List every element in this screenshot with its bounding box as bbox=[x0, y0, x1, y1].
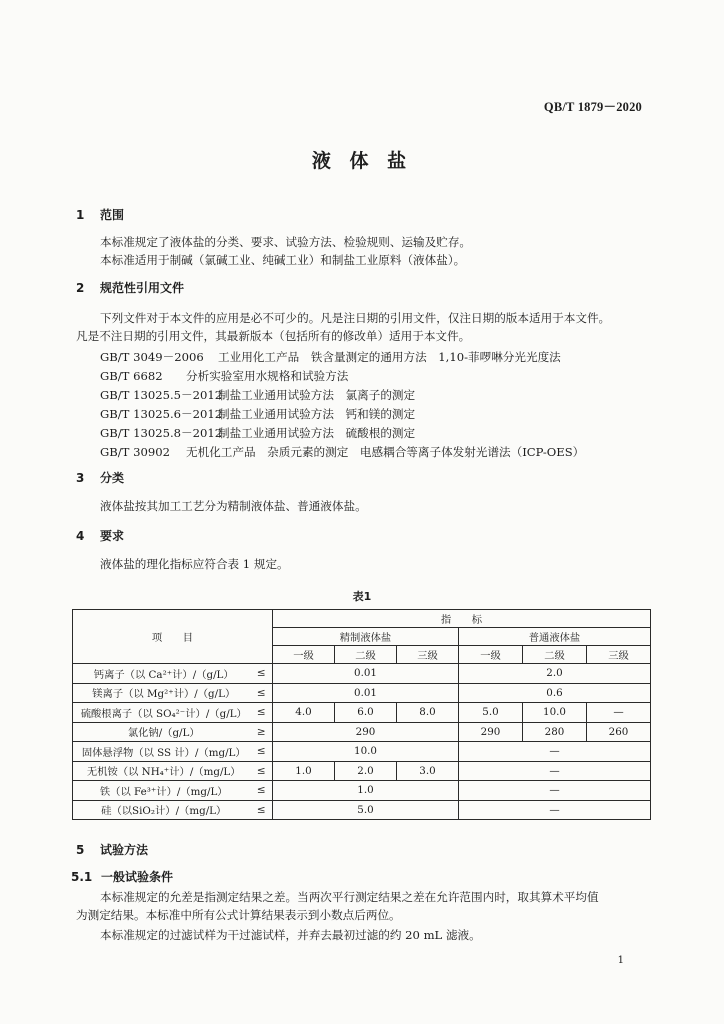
table-header-grade: 一级 bbox=[459, 646, 523, 664]
table-cell: 290 bbox=[459, 722, 523, 742]
table-cell: 0.6 bbox=[459, 683, 651, 703]
table-cell: — bbox=[459, 761, 651, 781]
table-header-grade: 一级 bbox=[273, 646, 335, 664]
section-5-1-para-1a: 本标准规定的允差是指测定结果之差。当两次平行测定结果之差在允许范围内时，取其算术平均值 bbox=[100, 890, 599, 904]
section-2-para-1a: 下列文件对于本文件的应用是必不可少的。凡是注日期的引用文件，仅注日期的版本适用于本文件。 bbox=[100, 311, 611, 325]
table-cell: ≤ bbox=[251, 800, 273, 820]
table-cell: 钙离子（以 Ca²⁺计）/（g/L） bbox=[73, 664, 251, 684]
table-cell: 6.0 bbox=[335, 703, 397, 723]
reference-item: GB/T 6682 分析实验室用水规格和试验方法 bbox=[100, 369, 349, 383]
document-title: 液 体 盐 bbox=[311, 150, 413, 172]
table-cell: 280 bbox=[523, 722, 587, 742]
table-row bbox=[73, 742, 651, 762]
table-cell: ≥ bbox=[251, 722, 273, 742]
table-cell: 2.0 bbox=[335, 761, 397, 781]
table-row bbox=[73, 683, 651, 703]
table-row bbox=[73, 800, 651, 820]
table-header-ordinary: 普通液体盐 bbox=[459, 628, 651, 646]
table-cell: ≤ bbox=[251, 781, 273, 801]
section-3-para: 液体盐按其加工工艺分为精制液体盐、普通液体盐。 bbox=[100, 499, 367, 513]
table-cell: 硫酸根离子（以 SO₄²⁻计）/（g/L） bbox=[73, 703, 251, 723]
section-2-heading: 2 规范性引用文件 bbox=[76, 281, 185, 295]
section-4-heading: 4 要求 bbox=[76, 529, 125, 543]
table-cell: 5.0 bbox=[459, 703, 523, 723]
table-cell: 290 bbox=[273, 722, 459, 742]
table-row bbox=[73, 761, 651, 781]
table-cell: ≤ bbox=[251, 761, 273, 781]
table-cell: 无机铵（以 NH₄⁺计）/（mg/L） bbox=[73, 761, 251, 781]
section-5-1-heading: 5.1 一般试验条件 bbox=[71, 870, 174, 884]
table-cell: 10.0 bbox=[273, 742, 459, 762]
table-header-grade: 三级 bbox=[397, 646, 459, 664]
table-cell: — bbox=[459, 781, 651, 801]
reference-item: GB/T 30902 无机化工产品 杂质元素的测定 电感耦合等离子体发射光谱法（ICP-OES） bbox=[100, 445, 585, 459]
table-cell: ≤ bbox=[251, 703, 273, 723]
page-number: 1 bbox=[617, 955, 624, 966]
table-header-index: 指 标 bbox=[273, 610, 651, 628]
section-1-para-2: 本标准适用于制碱（氯碱工业、纯碱工业）和制盐工业原料（液体盐）。 bbox=[100, 253, 466, 267]
table-cell: 1.0 bbox=[273, 761, 335, 781]
table-cell: 氯化钠/（g/L） bbox=[73, 722, 251, 742]
table-cell: — bbox=[459, 742, 651, 762]
table-cell: 镁离子（以 Mg²⁺计）/（g/L） bbox=[73, 683, 251, 703]
table-row bbox=[73, 664, 651, 684]
standard-code: QB/T 1879－2020 bbox=[543, 100, 642, 114]
table-cell: 5.0 bbox=[273, 800, 459, 820]
table-cell: 0.01 bbox=[273, 664, 459, 684]
table-header-refined: 精制液体盐 bbox=[273, 628, 459, 646]
reference-item: GB/T 13025.8－2012制盐工业通用试验方法 硫酸根的测定 bbox=[100, 426, 416, 440]
table-cell: — bbox=[459, 800, 651, 820]
section-3-heading: 3 分类 bbox=[76, 471, 125, 485]
table-cell: ≤ bbox=[251, 664, 273, 684]
table-cell: ≤ bbox=[251, 742, 273, 762]
reference-item: GB/T 3049－2006 工业用化工产品 铁含量测定的通用方法 1,10-菲啰啉分光光度法 bbox=[100, 350, 561, 364]
section-5-1-para-1b: 为测定结果。本标准中所有公式计算结果表示到小数点后两位。 bbox=[76, 908, 401, 922]
table-row bbox=[73, 722, 651, 742]
table-cell: 硅（以SiO₂计）/（mg/L） bbox=[73, 800, 251, 820]
section-5-1-para-2: 本标准规定的过滤试样为干过滤试样，并弃去最初过滤的约 20 mL 滤液。 bbox=[100, 928, 481, 942]
section-1-para-1: 本标准规定了液体盐的分类、要求、试验方法、检验规则、运输及贮存。 bbox=[100, 235, 472, 249]
table-cell: 8.0 bbox=[397, 703, 459, 723]
table-row bbox=[73, 781, 651, 801]
table-cell: 铁（以 Fe³⁺计）/（mg/L） bbox=[73, 781, 251, 801]
table-cell: 固体悬浮物（以 SS 计）/（mg/L） bbox=[73, 742, 251, 762]
reference-item: GB/T 13025.6－2012制盐工业通用试验方法 钙和镁的测定 bbox=[100, 407, 416, 421]
table-1 bbox=[72, 609, 651, 820]
section-5-heading: 5 试验方法 bbox=[76, 843, 149, 857]
table-1-caption: 表1 bbox=[352, 590, 372, 603]
table-header-item: 项 目 bbox=[73, 610, 273, 664]
section-1-heading: 1 范围 bbox=[76, 208, 125, 222]
table-cell: ≤ bbox=[251, 683, 273, 703]
section-2-para-1b: 凡是不注日期的引用文件，其最新版本（包括所有的修改单）适用于本文件。 bbox=[76, 329, 471, 343]
table-cell: 3.0 bbox=[397, 761, 459, 781]
table-cell: 4.0 bbox=[273, 703, 335, 723]
table-row bbox=[73, 703, 651, 723]
table-cell: — bbox=[587, 703, 651, 723]
table-header-grade: 二级 bbox=[335, 646, 397, 664]
reference-item: GB/T 13025.5－2012制盐工业通用试验方法 氯离子的测定 bbox=[100, 388, 416, 402]
table-header-grade: 二级 bbox=[523, 646, 587, 664]
table-cell: 10.0 bbox=[523, 703, 587, 723]
table-cell: 0.01 bbox=[273, 683, 459, 703]
section-4-para: 液体盐的理化指标应符合表 1 规定。 bbox=[100, 557, 289, 571]
table-cell: 2.0 bbox=[459, 664, 651, 684]
table-cell: 1.0 bbox=[273, 781, 459, 801]
table-header-grade: 三级 bbox=[587, 646, 651, 664]
table-cell: 260 bbox=[587, 722, 651, 742]
